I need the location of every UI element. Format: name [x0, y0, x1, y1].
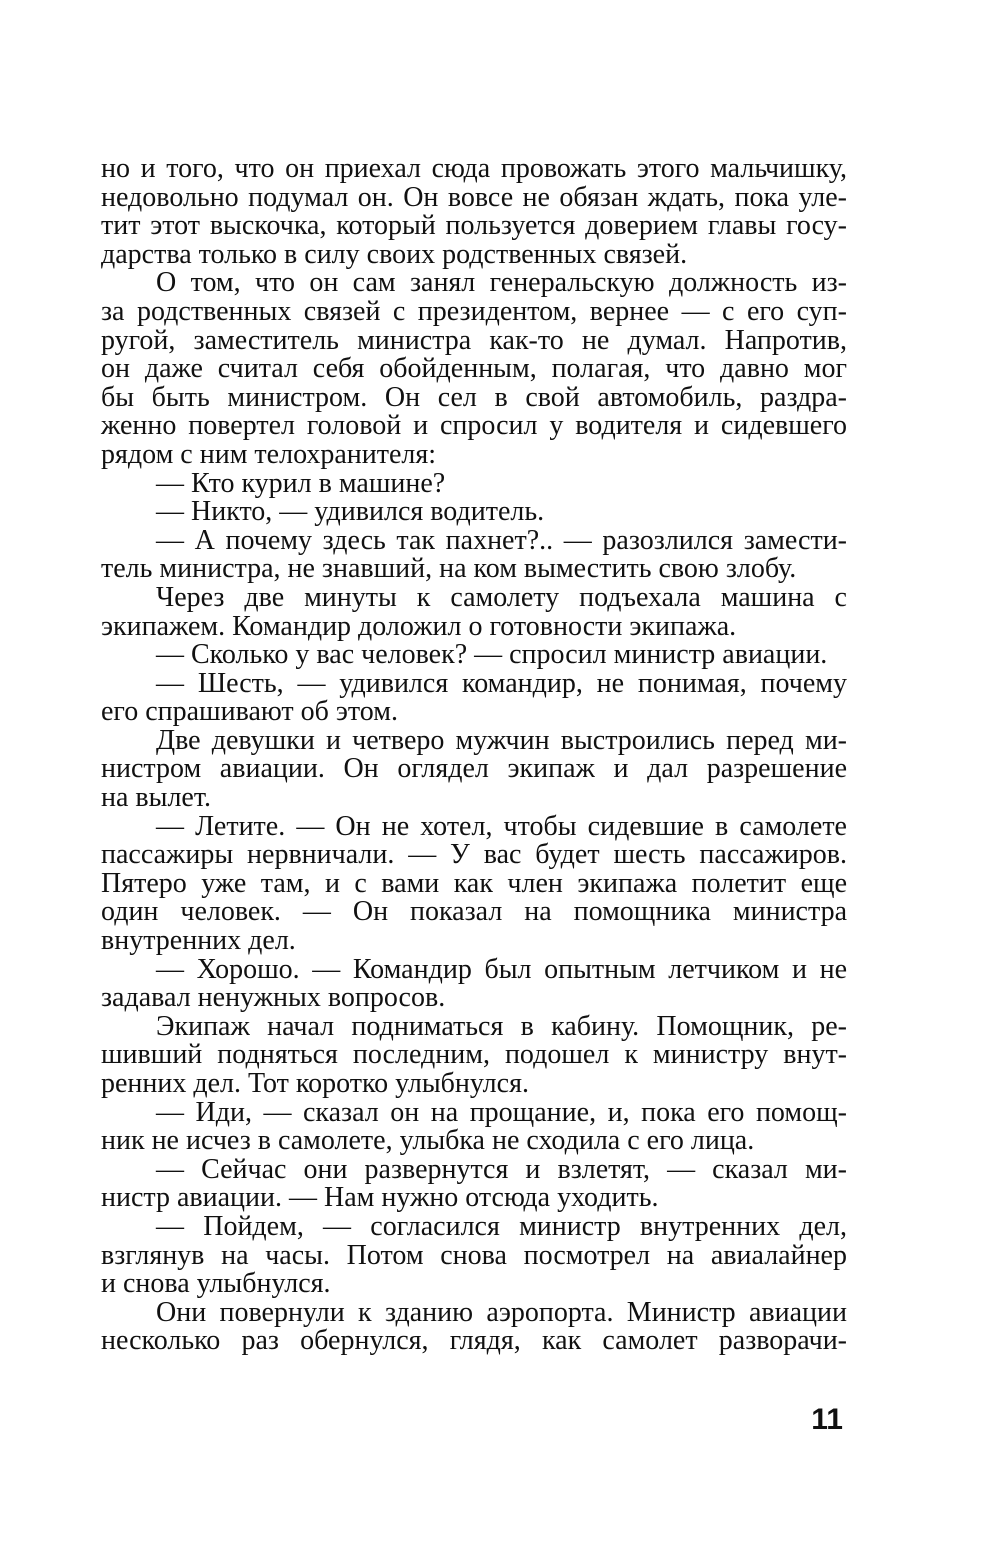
text-line: один человек. — Он показал на помощника министра	[101, 896, 847, 928]
text-line: — Летите. — Он не хотел, чтобы сидевшие в самолете	[156, 810, 847, 842]
text-line: недовольно подумал он. Он вовсе не обязан ждать, пока уле-	[101, 181, 847, 213]
text-line: Две девушки и четверо мужчин выстроились перед ми-	[156, 724, 847, 756]
text-line: рядом с ним телохранителя:	[101, 438, 437, 470]
text-line: — Иди, — сказал он на прощание, и, пока его помощ-	[156, 1096, 847, 1128]
text-line: но и того, что он приехал сюда провожать этого мальчишку,	[101, 153, 847, 184]
text-line: Экипаж начал подниматься в кабину. Помощник, ре-	[156, 1010, 847, 1042]
text-line: — Никто, — удивился водитель.	[156, 496, 545, 528]
text-line: нистр авиации. — Нам нужно отсюда уходить.	[101, 1182, 659, 1214]
text-line: — Сейчас они развернутся и взлетят, — сказал ми-	[156, 1153, 847, 1185]
text-line: — Кто курил в машине?	[156, 467, 446, 499]
text-line: бы быть министром. Он сел в свой автомобиль, раздра-	[101, 381, 847, 413]
text-line: нистром авиации. Он оглядел экипаж и дал разрешение	[101, 753, 847, 785]
text-line: пассажиры нервничали. — У вас будет шесть пассажиров.	[101, 839, 847, 871]
text-line: — Пойдем, — согласился министр внутренних дел,	[156, 1210, 847, 1242]
text-line: О том, что он сам занял генеральскую должность из-	[156, 267, 847, 299]
text-line: женно повертел головой и спросил у водителя и сидевшего	[101, 410, 847, 442]
text-line: ругой, заместитель министра как-то не думал. Напротив,	[101, 324, 847, 356]
text-line: тит этот выскочка, который пользуется доверием главы госу-	[101, 210, 847, 242]
text-line: он даже считал себя обойденным, полагая, что давно мог	[101, 353, 847, 385]
text-line: шивший подняться последним, подошел к министру внут-	[101, 1039, 847, 1071]
text-line: его спрашивают об этом.	[101, 696, 398, 728]
text-line: — Хорошо. — Командир был опытным летчиком и не	[156, 953, 847, 985]
text-line: тель министра, не знавший, на ком выместить свою злобу.	[101, 553, 797, 585]
text-line: — Шесть, — удивился командир, не понимая, почему	[156, 667, 847, 699]
text-line: Через две минуты к самолету подъехала машина с	[156, 581, 847, 613]
text-line: и снова улыбнулся.	[101, 1268, 331, 1300]
page-number: 11	[811, 1403, 843, 1436]
text-line: — Сколько у вас человек? — спросил министр авиации.	[156, 639, 828, 671]
text-line: внутренних дел.	[101, 925, 296, 957]
text-line: — А почему здесь так пахнет?.. — разозлился замести-	[156, 524, 847, 556]
text-line: ник не исчез в самолете, улыбка не сходила с его лица.	[101, 1125, 755, 1157]
text-line: дарства только в силу своих родственных связей.	[101, 238, 688, 270]
text-line: Пятеро уже там, и с вами как член экипажа полетит еще	[101, 867, 847, 899]
text-line: взглянув на часы. Потом снова посмотрел на авиалайнер	[101, 1239, 847, 1271]
body-text	[101, 155, 847, 1356]
text-line: экипажем. Командир доложил о готовности экипажа.	[101, 610, 737, 642]
text-line: на вылет.	[101, 782, 211, 814]
text-line: ренних дел. Тот коротко улыбнулся.	[101, 1068, 529, 1099]
text-line: задавал ненужных вопросов.	[101, 982, 446, 1014]
text-line: Они повернули к зданию аэропорта. Министр авиации	[156, 1296, 847, 1328]
text-line: несколько раз обернулся, глядя, как самолет разворачи-	[101, 1325, 847, 1357]
text-line: за родственных связей с президентом, вернее — с его суп-	[101, 295, 847, 327]
